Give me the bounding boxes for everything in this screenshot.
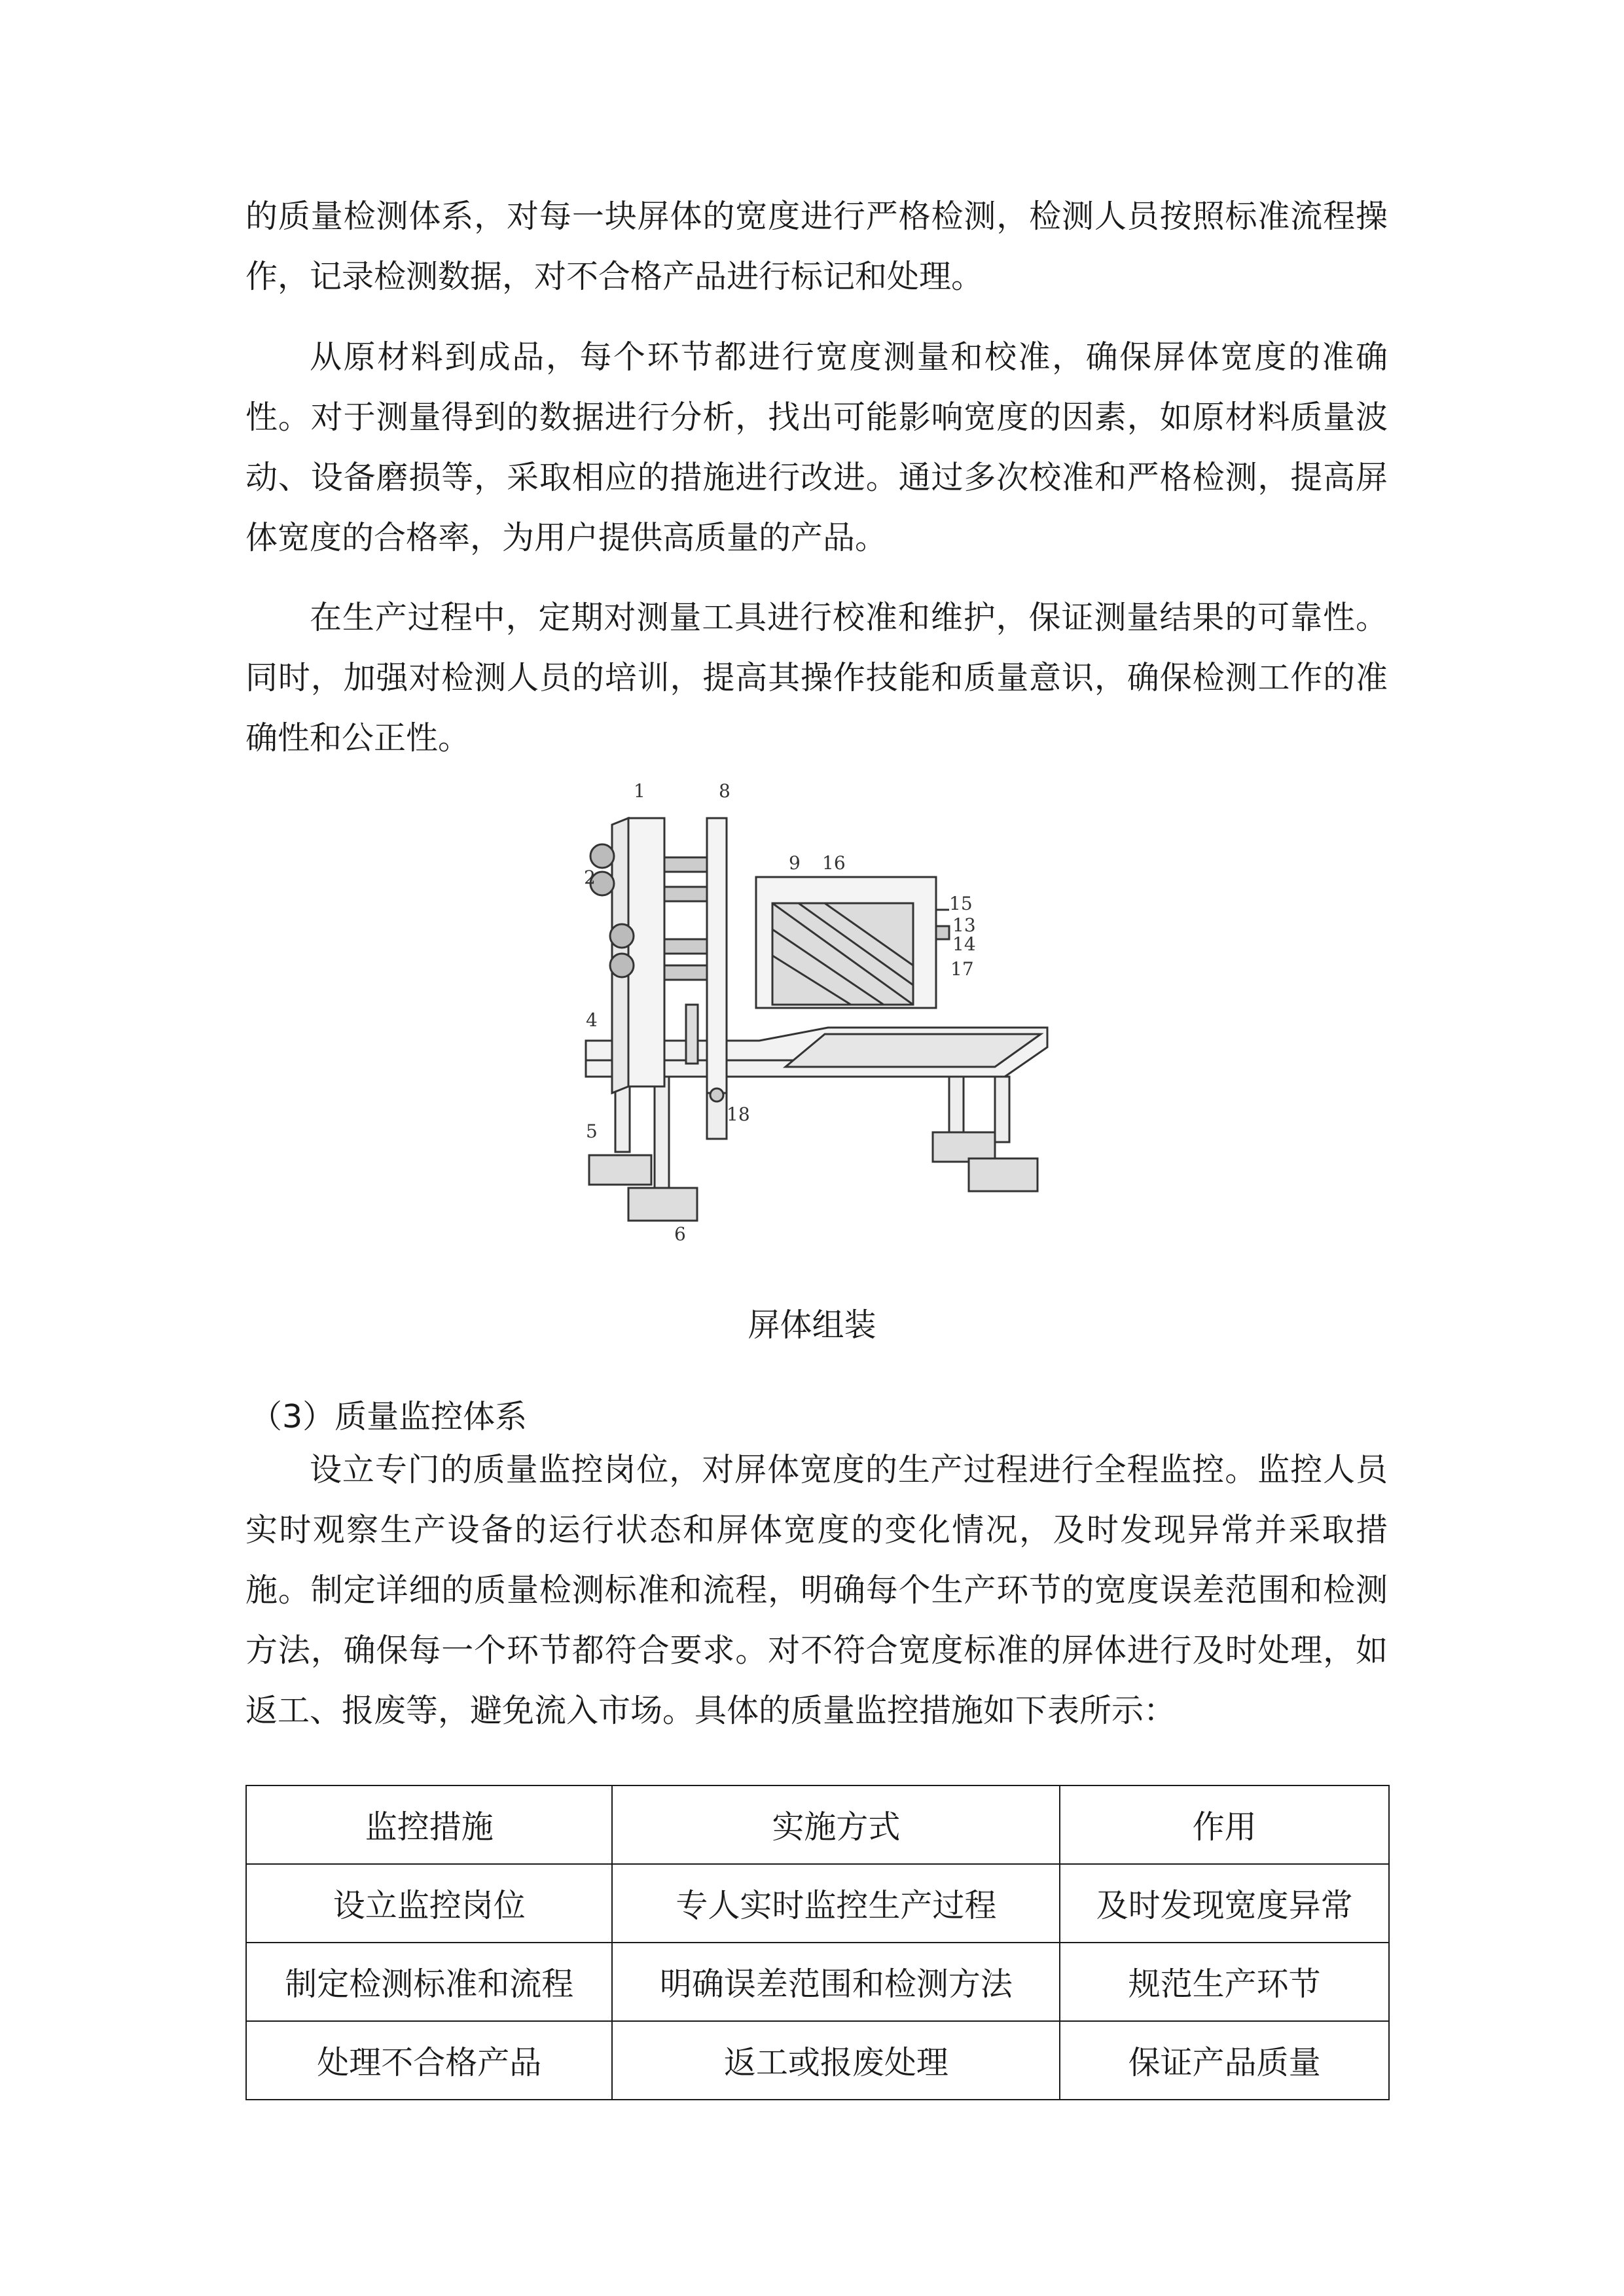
part-label: 14: [952, 933, 976, 955]
section-heading: （3）质量监控体系: [250, 1398, 528, 1435]
part-label: 2: [584, 867, 596, 888]
part-label: 9: [789, 852, 801, 874]
figure-caption: 屏体组装: [748, 1306, 876, 1344]
part-label: 6: [674, 1223, 686, 1245]
screen-assembly-figure: [576, 779, 1060, 1312]
table-row: [246, 1943, 1389, 2021]
assembly-diagram: [576, 779, 1060, 1312]
table-cell: 规范生产环节: [1060, 1943, 1389, 2021]
paragraph-quality-monitoring: 设立专门的质量监控岗位，对屏体宽度的生产过程进行全程监控。监控人员实时观察生产设备的运行状态和屏体宽度的变化情况，及时发现异常并采取措施。制定详细的质量检测标准和流程，明确每个生产环节的宽度误差范围和检测方法，确保每一个环节都符合要求。对不符合宽度标准的屏体进行及时处理，如返工、报废等，避免流入市场。具体的质量监控措施如下表所示：: [245, 1451, 1388, 1729]
part-label: 8: [719, 780, 731, 802]
table-cell: 专人实时监控生产过程: [612, 1864, 1060, 1943]
part-label: 1: [634, 780, 645, 802]
table-header-row: [246, 1785, 1389, 1864]
part-label: 16: [822, 852, 846, 874]
table-cell: 处理不合格产品: [246, 2021, 612, 2100]
part-label: 17: [950, 958, 974, 980]
quality-monitoring-table: [245, 1785, 1390, 2100]
paragraph-width-calibration: 从原材料到成品，每个环节都进行宽度测量和校准，确保屏体宽度的准确性。对于测量得到的数据进行分析，找出可能影响宽度的因素，如原材料质量波动、设备磨损等，采取相应的措施进行改进。通过多次校准和严格检测，提高屏体宽度的合格率，为用户提供高质量的产品。: [245, 338, 1388, 556]
table-row: [246, 2021, 1389, 2100]
part-label: 18: [727, 1103, 750, 1125]
table-cell: 制定检测标准和流程: [246, 1943, 612, 2021]
part-label: 5: [586, 1121, 598, 1142]
table-cell: 明确误差范围和检测方法: [612, 1943, 1060, 2021]
table-header-cell: 监控措施: [246, 1785, 612, 1864]
table-cell: 保证产品质量: [1060, 2021, 1389, 2100]
table-header-cell: 作用: [1060, 1785, 1389, 1864]
table-row: [246, 1864, 1389, 1943]
paragraph-tool-maintenance: 在生产过程中，定期对测量工具进行校准和维护，保证测量结果的可靠性。同时，加强对检测人员的培训，提高其操作技能和质量意识，确保检测工作的准确性和公正性。: [245, 599, 1388, 757]
table-cell: 及时发现宽度异常: [1060, 1864, 1389, 1943]
table-cell: 返工或报废处理: [612, 2021, 1060, 2100]
part-label: 4: [586, 1009, 598, 1031]
part-label: 15: [949, 893, 973, 914]
paragraph-quality-inspection: 的质量检测体系，对每一块屏体的宽度进行严格检测，检测人员按照标准流程操作，记录检测数据，对不合格产品进行标记和处理。: [245, 198, 1388, 295]
table-header-cell: 实施方式: [612, 1785, 1060, 1864]
part-label: 13: [952, 914, 976, 936]
table-cell: 设立监控岗位: [246, 1864, 612, 1943]
